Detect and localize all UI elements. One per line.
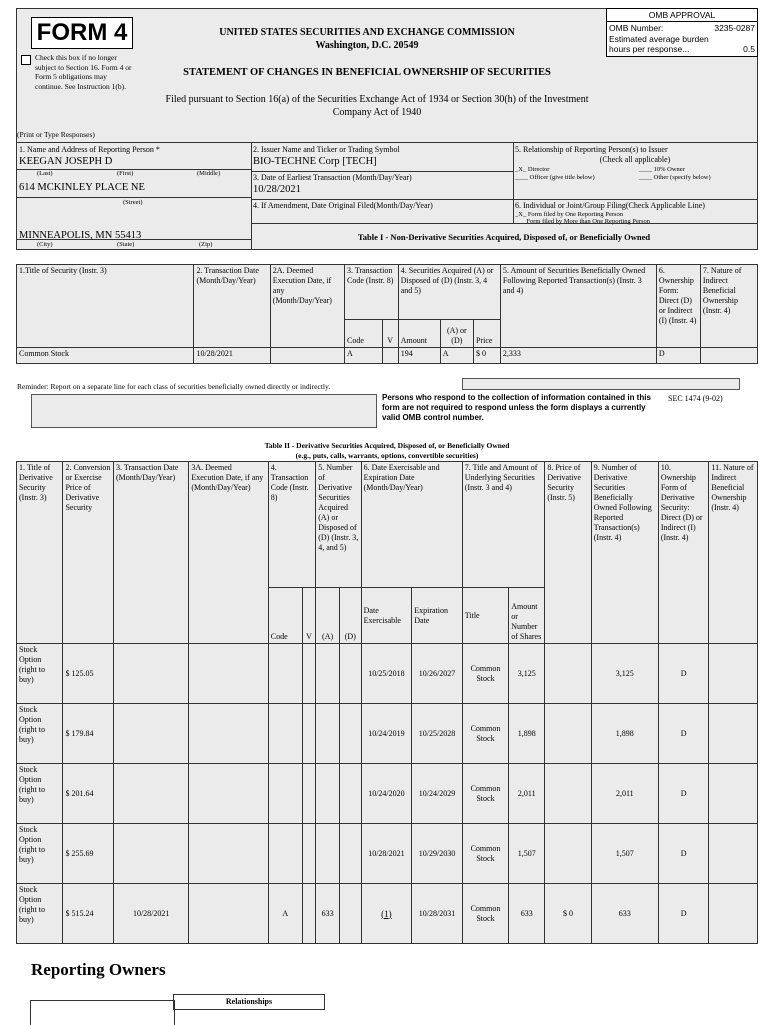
t2-r3-price: $ 255.69 <box>63 824 114 884</box>
city-state-zip: MINNEAPOLIS, MN 55413 <box>19 230 142 241</box>
t2-r0-exp: 10/26/2027 <box>412 644 463 704</box>
relationship-section <box>513 143 757 223</box>
omb-number-label: OMB Number: <box>609 23 664 33</box>
t2-r1-dprice <box>545 704 591 764</box>
last-label: (Last) <box>37 170 53 177</box>
t2-r0-owned: 3,125 <box>591 644 658 704</box>
filing-one-option[interactable]: _X_ Form filed by One Reporting Person <box>515 211 623 218</box>
t1-row-code: A <box>344 348 382 364</box>
t2-r3-a <box>316 824 340 884</box>
t1-row-ad: A <box>440 348 473 364</box>
relationship-label: 5. Relationship of Reporting Person(s) to Issuer <box>515 145 668 154</box>
t2-r2-code <box>268 764 302 824</box>
t2-r4-tdate: 10/28/2021 <box>114 884 189 944</box>
t2-r0-ex: 10/25/2018 <box>361 644 412 704</box>
relationships-header: Relationships <box>173 994 325 1010</box>
city-label: (City) <box>37 241 53 248</box>
t2-r0-under: Common Stock <box>462 644 508 704</box>
agency-name: UNITED STATES SECURITIES AND EXCHANGE COMMISSION <box>219 27 515 38</box>
t1-aord: (A) or (D) <box>440 320 473 348</box>
t2-r4-owned: 633 <box>591 884 658 944</box>
t2-r3-dprice <box>545 824 591 884</box>
earliest-date-label: 3. Date of Earliest Transaction (Month/Day/Year) <box>253 173 412 182</box>
t2-r1-exp: 10/25/2028 <box>412 704 463 764</box>
t2-exp: Expiration Date <box>412 588 463 644</box>
t2-r0-amt: 3,125 <box>509 644 545 704</box>
t2-r3-ex: 10/28/2021 <box>361 824 412 884</box>
reporting-person-name: KEEGAN JOSEPH D <box>19 156 113 167</box>
person-issuer-block <box>16 142 758 250</box>
t1-h2: 2. Transaction Date (Month/Day/Year) <box>194 265 270 348</box>
t2-r1-amt: 1,898 <box>509 704 545 764</box>
issuer-section <box>251 143 514 223</box>
t1-h2a: 2A. Deemed Execution Date, if any (Month/Day/Year) <box>270 265 344 348</box>
t2-date-ex: Date Exercisable <box>361 588 412 644</box>
t2-v: V <box>302 588 315 644</box>
checkbox-label: Check this box if no longer subject to Section 16. Form 4 or Form 5 obligations may continue. See Instruction 1(b). <box>35 53 132 91</box>
other-option[interactable]: ____ Other (specify below) <box>639 174 711 181</box>
officer-option[interactable]: ____ Officer (give title below) <box>515 174 595 181</box>
t1-v: V <box>382 320 398 348</box>
print-note: (Print or Type Responses) <box>17 130 95 139</box>
t2-r3-amt: 1,507 <box>509 824 545 884</box>
t2-h11: 11. Nature of Indirect Beneficial Ownership (Instr. 4) <box>709 462 758 644</box>
t1-row-title: Common Stock <box>17 348 194 364</box>
table-row <box>17 884 758 944</box>
table2-subtitle: (e.g., puts, calls, warrants, options, convertible securities) <box>295 451 479 460</box>
t2-r1-code <box>268 704 302 764</box>
t2-d: (D) <box>339 588 361 644</box>
t2-r3-title: Stock Option (right to buy) <box>17 824 63 884</box>
t2-a: (A) <box>316 588 340 644</box>
amendment-label: 4. If Amendment, Date Original Filed(Month/Day/Year) <box>253 201 433 210</box>
t2-r2-under: Common Stock <box>462 764 508 824</box>
t2-r0-title: Stock Option (right to buy) <box>17 644 63 704</box>
omb-hours-label: hours per response... <box>609 44 690 54</box>
t2-r2-dprice <box>545 764 591 824</box>
t2-r1-a <box>316 704 340 764</box>
zip-label: (Zip) <box>199 241 213 248</box>
table-row <box>17 644 758 704</box>
form-title: FORM 4 <box>31 17 133 49</box>
t2-r4-a: 633 <box>316 884 340 944</box>
reporting-owners-heading: Reporting Owners <box>31 960 166 979</box>
t2-r1-form: D <box>658 704 709 764</box>
t1-h6: 6. Ownership Form: Direct (D) or Indirect (I) (Instr. 4) <box>656 265 700 348</box>
middle-label: (Middle) <box>197 170 221 177</box>
t2-r4-dprice: $ 0 <box>545 884 591 944</box>
t2-r1-ex: 10/24/2019 <box>361 704 412 764</box>
t2-h3: 3. Transaction Date (Month/Day/Year) <box>114 462 189 644</box>
t2-r4-code: A <box>268 884 302 944</box>
statement-title: STATEMENT OF CHANGES IN BENEFICIAL OWNERSHIP OF SECURITIES <box>183 67 551 78</box>
t1-row-date: 10/28/2021 <box>194 348 270 364</box>
issuer-name: BIO-TECHNE Corp [TECH] <box>253 156 377 167</box>
t2-h5: 5. Number of Derivative Securities Acquired (A) or Disposed of (D) (Instr. 3, 4, and 5) <box>316 462 361 588</box>
persons-blank-box <box>31 394 377 428</box>
t1-h4: 4. Securities Acquired (A) or Disposed of (D) (Instr. 3, 4 and 5) <box>398 265 500 320</box>
t2-r3-under: Common Stock <box>462 824 508 884</box>
state-label: (State) <box>117 241 135 248</box>
t2-r2-ex: 10/24/2020 <box>361 764 412 824</box>
reminder-box <box>462 378 740 390</box>
t2-r4-form: D <box>658 884 709 944</box>
t2-r2-a <box>316 764 340 824</box>
t2-r0-price: $ 125.05 <box>63 644 114 704</box>
first-label: (First) <box>117 170 134 177</box>
t1-row-owned: 2,333 <box>500 348 656 364</box>
owners-name-col <box>30 1000 175 1025</box>
omb-approval-box <box>606 8 758 57</box>
reporting-person-section <box>17 143 252 249</box>
t2-r3-tdate <box>114 824 189 884</box>
t2-h4: 4. Transaction Code (Instr. 8) <box>268 462 315 588</box>
t1-h3: 3. Transaction Code (Instr. 8) <box>344 265 398 320</box>
t2-h10: 10. Ownership Form of Derivative Security: Direct (D) or Indirect (I) (Instr. 4) <box>658 462 709 644</box>
t2-r4-amt: 633 <box>509 884 545 944</box>
t1-h7: 7. Nature of Indirect Beneficial Ownership (Instr. 4) <box>700 265 757 348</box>
t2-r4-under: Common Stock <box>462 884 508 944</box>
t1-price: Price <box>474 320 501 348</box>
t2-h6: 6. Date Exercisable and Expiration Date (Month/Day/Year) <box>361 462 462 588</box>
omb-number: 3235-0287 <box>714 23 755 33</box>
t2-title-col: Title <box>462 588 508 644</box>
filing-label: 6. Individual or Joint/Group Filing(Check Applicable Line) <box>515 201 705 210</box>
issuer-label: 2. Issuer Name and Ticker or Trading Symbol <box>253 145 400 154</box>
table2 <box>16 461 758 944</box>
street-label: (Street) <box>123 199 143 206</box>
t1-code: Code <box>344 320 382 348</box>
t2-r4-price: $ 515.24 <box>63 884 114 944</box>
relationship-sub: (Check all applicable) <box>599 155 671 164</box>
t2-r0-dprice <box>545 644 591 704</box>
t1-row-amount: 194 <box>398 348 440 364</box>
t2-h3a: 3A. Deemed Execution Date, if any (Month/Day/Year) <box>189 462 268 644</box>
table-row <box>17 704 758 764</box>
t2-r2-form: D <box>658 764 709 824</box>
t2-r0-code <box>268 644 302 704</box>
agency-address: Washington, D.C. 20549 <box>315 40 419 51</box>
t2-r4-title: Stock Option (right to buy) <box>17 884 63 944</box>
t2-r2-exp: 10/24/2029 <box>412 764 463 824</box>
t2-r4-ex[interactable]: (1) <box>361 884 412 944</box>
t2-h9: 9. Number of Derivative Securities Beneficially Owned Following Reported Transaction(s) (Instr. 4) <box>591 462 658 644</box>
t2-r3-form: D <box>658 824 709 884</box>
owner10-option[interactable]: ____ 10% Owner <box>639 166 685 173</box>
t2-r1-under: Common Stock <box>462 704 508 764</box>
sec-code: SEC 1474 (9-02) <box>668 394 723 403</box>
reporting-person-label: 1. Name and Address of Reporting Person * <box>19 145 160 154</box>
table1 <box>16 264 758 364</box>
earliest-date: 10/28/2021 <box>253 184 301 195</box>
t2-code: Code <box>268 588 302 644</box>
omb-title: OMB APPROVAL <box>607 9 757 22</box>
t2-h7: 7. Title and Amount of Underlying Securities (Instr. 3 and 4) <box>462 462 545 588</box>
form-header <box>16 8 758 144</box>
filed-pursuant: Filed pursuant to Section 16(a) of the Securities Exchange Act of 1934 or Section 30(h) of the Investment Company Act of 1940 <box>165 94 589 118</box>
t2-h1: 1. Title of Derivative Security (Instr. 3) <box>17 462 63 644</box>
no-longer-subject-checkbox[interactable] <box>21 55 31 65</box>
t2-r3-owned: 1,507 <box>591 824 658 884</box>
t2-r0-tdate <box>114 644 189 704</box>
t2-r4-exp: 10/28/2031 <box>412 884 463 944</box>
t2-r1-owned: 1,898 <box>591 704 658 764</box>
t2-r2-title: Stock Option (right to buy) <box>17 764 63 824</box>
t2-r1-tdate <box>114 704 189 764</box>
table1-title-band <box>251 223 757 250</box>
t2-r0-a <box>316 644 340 704</box>
t1-row-price: $ 0 <box>474 348 501 364</box>
director-option[interactable]: _X_ Director <box>515 166 550 173</box>
t2-h8: 8. Price of Derivative Security (Instr. 5) <box>545 462 591 644</box>
t2-r2-price: $ 201.64 <box>63 764 114 824</box>
t1-h5: 5. Amount of Securities Beneficially Owned Following Reported Transaction(s) (Instr. 3 and 4) <box>500 265 656 348</box>
filing-more-option[interactable]: ___ Form filed by More than One Reporting Person <box>515 218 651 225</box>
t1-h1: 1.Title of Security (Instr. 3) <box>17 265 194 348</box>
t1-row-form: D <box>656 348 700 364</box>
table-row <box>17 824 758 884</box>
table2-title: Table II - Derivative Securities Acquired, Disposed of, or Beneficially Owned <box>264 441 510 450</box>
t2-r1-price: $ 179.84 <box>63 704 114 764</box>
t2-r2-tdate <box>114 764 189 824</box>
t2-amount-col: Amount or Number of Shares <box>509 588 545 644</box>
t2-h2: 2. Conversion or Exercise Price of Derivative Security <box>63 462 114 644</box>
persons-note: Persons who respond to the collection of information contained in this form are not required to respond unless the form displays a currently valid OMB control number. <box>382 393 651 422</box>
t2-r0-form: D <box>658 644 709 704</box>
t1-amount: Amount <box>398 320 440 348</box>
t2-r3-code <box>268 824 302 884</box>
reminder-text: Reminder: Report on a separate line for each class of securities beneficially owned directly or indirectly. <box>17 382 331 391</box>
table-row <box>17 348 758 364</box>
omb-hours: 0.5 <box>743 44 755 54</box>
table-row <box>17 764 758 824</box>
omb-burden-label: Estimated average burden <box>609 34 709 44</box>
t2-r2-amt: 2,011 <box>509 764 545 824</box>
table1-title: Table I - Non-Derivative Securities Acquired, Disposed of, or Beneficially Owned <box>357 232 651 242</box>
t2-r2-owned: 2,011 <box>591 764 658 824</box>
t2-r3-exp: 10/29/2030 <box>412 824 463 884</box>
street-address: 614 MCKINLEY PLACE NE <box>19 182 145 193</box>
t2-r1-title: Stock Option (right to buy) <box>17 704 63 764</box>
